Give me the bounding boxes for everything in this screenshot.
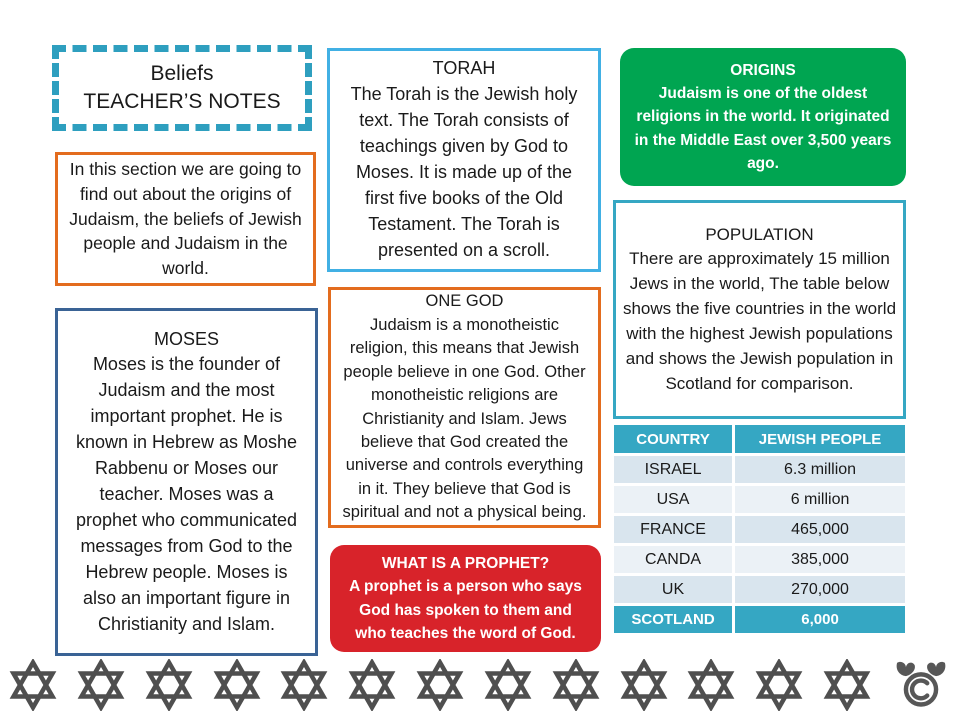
star-of-david-icon (483, 659, 533, 711)
table-cell: 6.3 million (735, 456, 905, 483)
star-of-david-icon (347, 659, 397, 711)
star-of-david-icon (279, 659, 329, 711)
table-footer-row (614, 606, 905, 633)
moses-box (55, 308, 318, 656)
table-row (614, 456, 905, 483)
table-cell: 385,000 (735, 546, 905, 573)
table-cell: CANDA (614, 546, 732, 573)
population-box (613, 200, 906, 419)
title-box (52, 45, 312, 131)
table-cell: 6 million (735, 486, 905, 513)
population-table-body (614, 456, 905, 603)
star-of-david-icon (551, 659, 601, 711)
one-god-box (328, 287, 601, 528)
star-of-david-icon (415, 659, 465, 711)
star-of-david-icon (76, 659, 126, 711)
table-header-row (614, 425, 905, 453)
star-of-david-icon (8, 659, 58, 711)
moses-heading: MOSES (153, 328, 219, 349)
population-table (611, 422, 908, 636)
population-text: There are approximately 15 million Jews in the world, The table below shows the five countries in the world with the highest Jewish populations and shows the Jewish population in Scotland for comparison. (622, 249, 897, 393)
prophet-box (330, 545, 601, 652)
table-cell: UK (614, 576, 732, 603)
origins-text: Judaism is one of the oldest religions in the world. It originated in the Middle East over 3,500 years ago. (634, 85, 892, 172)
intro-box (55, 152, 316, 286)
prophet-text: A prophet is a person who says God has spoken to them and who teaches the word of God. (349, 578, 582, 642)
star-of-david-icon (144, 659, 194, 711)
slide-title-line2: TEACHER’S NOTES (83, 90, 281, 113)
origins-box (620, 48, 906, 186)
torah-heading: TORAH (432, 58, 496, 79)
torah-box (327, 48, 601, 272)
star-strip (8, 658, 952, 712)
star-of-david-icon (822, 659, 872, 711)
table-cell: USA (614, 486, 732, 513)
moses-text: Moses is the founder of Judaism and the most important prophet. He is known in Hebrew as Moshe Rabbenu or Moses our teacher. Moses was a prophet who communicated messages from God to the Hebrew people. Moses is also an important figure in Christianity and Islam. (75, 354, 298, 634)
table-cell: 465,000 (735, 516, 905, 543)
table-row (614, 516, 905, 543)
column-header-jewish-people: JEWISH PEOPLE (735, 425, 905, 453)
one-god-text: Judaism is a monotheistic religion, this means that Jewish people believe in one God. Other monotheistic religions are Christianity and Islam. Jews believe that God created the universe and controls everything in it. They believe that God is spiritual and not a physical being. (342, 315, 587, 522)
table-row (614, 576, 905, 603)
star-of-david-icon (212, 659, 262, 711)
table-row (614, 486, 905, 513)
moose-copyright-logo (890, 658, 952, 712)
table-cell: 270,000 (735, 576, 905, 603)
intro-text: In this section we are going to find out about the origins of Judaism, the beliefs of Jewish people and Judaism in the world. (69, 158, 302, 279)
table-cell: FRANCE (614, 516, 732, 543)
origins-heading: ORIGINS (730, 61, 796, 79)
table-cell: ISRAEL (614, 456, 732, 483)
slide-title-line1: Beliefs (150, 61, 214, 85)
table-row (614, 546, 905, 573)
footer-country-cell: SCOTLAND (614, 606, 732, 633)
prophet-heading: WHAT IS A PROPHET? (381, 555, 550, 572)
star-of-david-icon (619, 659, 669, 711)
star-of-david-icon (754, 659, 804, 711)
star-of-david-icon (686, 659, 736, 711)
column-header-country: COUNTRY (614, 425, 732, 453)
one-god-heading: ONE GOD (425, 292, 504, 311)
population-heading: POPULATION (705, 224, 814, 244)
footer-value-cell: 6,000 (735, 606, 905, 633)
torah-text: The Torah is the Jewish holy text. The Torah consists of teachings given by God to Moses. It is made up of the first five books of the Old Testament. The Torah is presented on a scroll. (350, 84, 578, 260)
